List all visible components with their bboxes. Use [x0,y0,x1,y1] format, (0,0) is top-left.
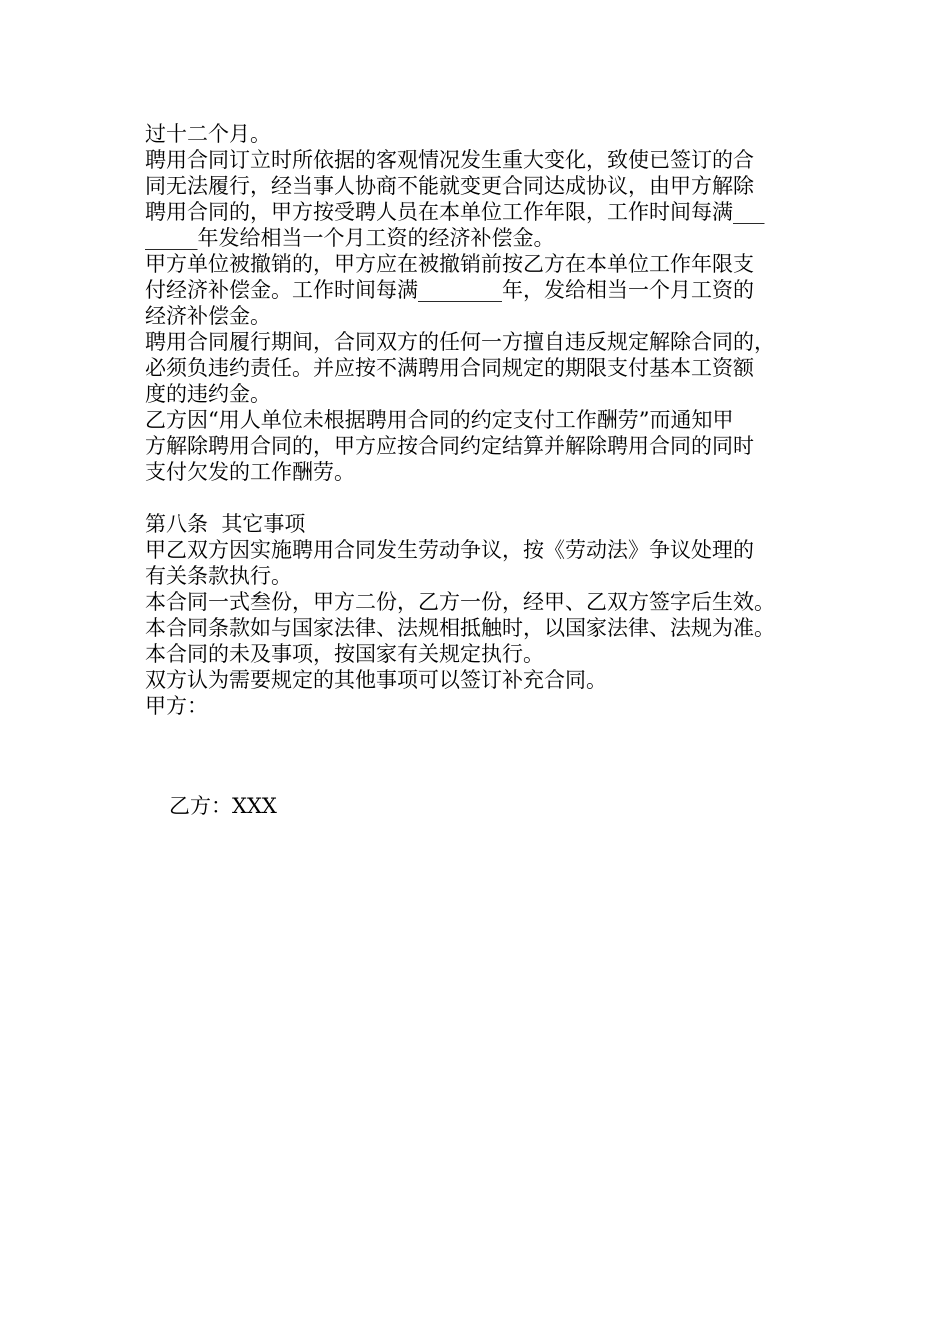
paragraph-line: 聘用合同履行期间，合同双方的任何一方擅自违反规定解除合同的， [145,330,775,354]
paragraph-line: 甲方单位被撤销的，甲方应在被撤销前按乙方在本单位工作年限支 [145,252,754,276]
paragraph-line: 本合同一式叁份，甲方二份，乙方一份，经甲、乙双方签字后生效。 [145,590,775,614]
paragraph-line: 付经济补偿金。工作时间每满________年，发给相当一个月工资的 [145,278,754,302]
paragraph-line: 必须负违约责任。并应按不满聘用合同规定的期限支付基本工资额 [145,356,754,380]
blank-line [145,485,815,511]
paragraph-line: 本合同的未及事项，按国家有关规定执行。 [145,642,544,666]
paragraph-line: 度的违约金。 [145,382,271,406]
paragraph-line: 乙方因“用人单位未根据聘用合同的约定支付工作酬劳”而通知甲 [145,408,734,432]
paragraph-line: 有关条款执行。 [145,564,292,588]
signature-spacer [145,719,815,793]
paragraph-line: 经济补偿金。 [145,304,271,328]
contract-text [145,121,815,819]
party-b-label: 乙方：XXX [169,794,277,818]
paragraph-line: 同无法履行，经当事人协商不能就变更合同达成协议，由甲方解除 [145,174,754,198]
section-heading: 第八条 其它事项 [145,512,306,536]
paragraph-line: 本合同条款如与国家法律、法规相抵触时，以国家法律、法规为准。 [145,616,775,640]
paragraph-line: 聘用合同订立时所依据的客观情况发生重大变化，致使已签订的合 [145,148,754,172]
paragraph-line: 方解除聘用合同的，甲方应按合同约定结算并解除聘用合同的同时 [145,434,754,458]
paragraph-line: _____年发给相当一个月工资的经济补偿金。 [145,226,555,250]
paragraph-line: 聘用合同的，甲方按受聘人员在本单位工作年限，工作时间每满___ [145,200,765,224]
paragraph-line: 双方认为需要规定的其他事项可以签订补充合同。 [145,668,607,692]
paragraph-line: 过十二个月。 [145,122,271,146]
party-a-label: 甲方： [145,694,208,718]
paragraph-line: 甲乙双方因实施聘用合同发生劳动争议，按《劳动法》争议处理的 [145,538,754,562]
paragraph-line: 支付欠发的工作酬劳。 [145,460,355,484]
